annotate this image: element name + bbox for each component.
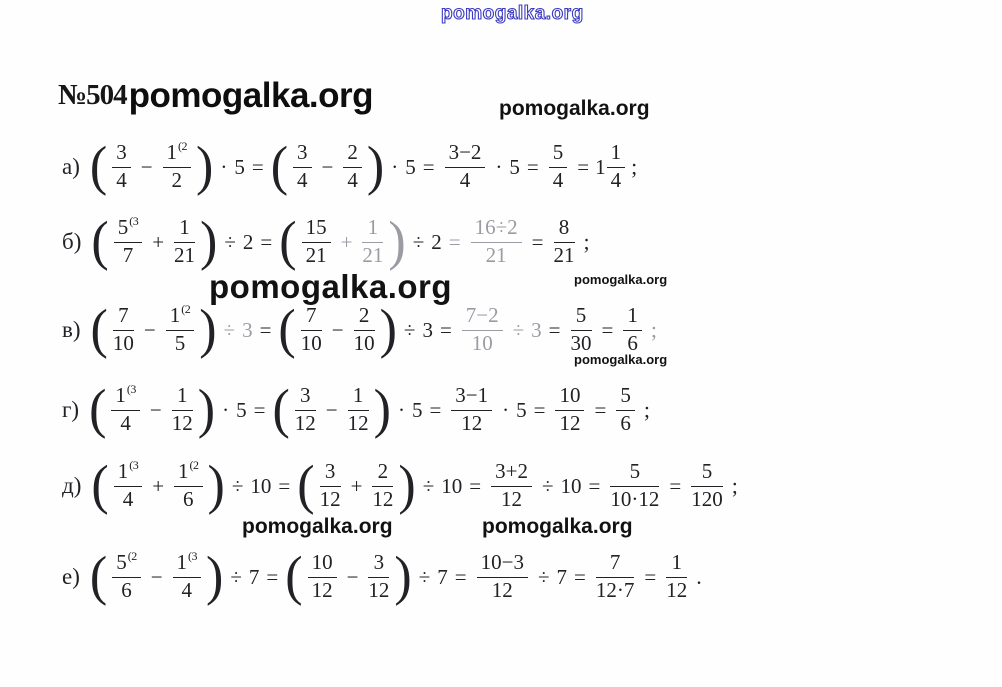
denominator: 2 [171,168,183,192]
watermark-small-right-2: pomogalka.org [574,352,668,367]
denominator: 12 [347,411,369,435]
operator: = [644,564,657,589]
operator: = [594,397,607,422]
fraction [477,551,528,602]
operator: = [251,154,264,179]
paren: ) [394,546,412,607]
whole-part: 1 [595,154,606,179]
paren: ) [379,299,397,360]
denominator: 6 [183,487,194,511]
fraction [362,216,383,267]
denominator: 10 [353,331,375,355]
denominator: 12 [666,578,688,602]
denominator: 10 [112,331,134,355]
paren: ( [270,136,289,197]
operator: · [391,154,399,179]
fraction [343,141,362,192]
fraction [554,216,575,267]
numerator: 5 [549,141,568,168]
denominator: 30 [570,331,592,355]
number: 10 [560,473,582,498]
operator: = [260,229,273,254]
paren: ( [89,136,108,197]
operator: ÷ [541,473,554,498]
numerator: 10 [308,551,337,578]
denominator: 4 [297,168,308,192]
multiplier-superscript: (2 [181,302,191,317]
numerator: 3−1 [451,384,492,411]
number: 2 [242,229,254,254]
multiplier-superscript: (2 [178,139,188,154]
multiplier-superscript: (2 [127,549,137,564]
fraction [302,216,331,267]
punctuation: ; [583,229,590,254]
denominator: 5 [174,331,186,355]
number: 7 [556,564,567,589]
paren: ( [278,299,296,360]
operator: ÷ [224,229,236,254]
fraction [173,551,202,602]
fraction [114,216,143,267]
line-label: а) [62,154,80,179]
denominator: 21 [485,243,507,267]
operator: = [469,473,482,498]
fraction [113,304,134,355]
number: 5 [509,154,520,179]
denominator: 10 [471,331,493,355]
numerator: 7 [301,304,322,331]
operator: = [574,564,586,589]
number: 5 [236,397,247,422]
numerator: 3 [293,141,312,168]
operator: = [439,317,452,342]
line-label: д) [62,473,82,498]
operator: = [266,564,279,589]
paren: ) [199,299,217,360]
denominator: 21 [174,243,196,267]
fraction [368,551,389,602]
number: 7 [248,564,260,589]
operator: = [533,397,546,422]
denominator: 12 [294,411,316,435]
denominator: 4 [122,487,134,511]
fraction [623,304,642,355]
denominator: 4 [610,168,622,192]
denominator: 10 [300,331,322,355]
operator: = [422,154,435,179]
paren: ) [388,211,406,272]
watermark-bottom-right: pomogalka.org [482,515,633,538]
operator: − [143,317,156,342]
paren: ) [197,379,216,440]
number: 3 [422,317,433,342]
numerator: 5 [616,384,635,411]
operator: ÷ [537,564,550,589]
fraction [616,384,635,435]
fraction [172,384,193,435]
operator: ÷ [412,229,425,254]
numerator: 10−3 [477,551,528,578]
paren: ) [196,136,214,197]
fraction [549,141,568,192]
fraction [308,551,337,602]
punctuation: ; [643,397,650,422]
numerator: 7 [596,551,635,578]
paren: ( [285,546,303,607]
number: 10 [441,473,463,498]
numerator: 5 [691,460,723,487]
fraction [293,141,312,192]
fraction [445,141,486,192]
multiplier-superscript: (3 [129,214,139,229]
fraction [174,460,203,511]
denominator: 4 [181,578,193,602]
numerator: 1 [362,216,383,243]
number: 5 [234,154,245,179]
numerator: 1 [174,216,195,243]
operator: · [222,397,230,422]
operator: = [278,473,291,498]
number: 5 [405,154,416,179]
operator: = [601,317,614,342]
operator: − [321,154,334,179]
operator: − [331,317,344,342]
operator: − [150,564,163,589]
number: 7 [437,564,448,589]
operator: ÷ [418,564,431,589]
number: 10 [250,473,272,498]
numerator: 15 [302,216,331,243]
denominator: 12·7 [595,578,635,602]
operator: · [397,397,405,422]
numerator: 3+2 [491,460,532,487]
denominator: 120 [691,487,723,511]
denominator: 12 [171,411,193,435]
operator: + [340,229,353,254]
numerator: 2 [343,141,362,168]
operator: − [325,397,338,422]
watermark-mid-big: pomogalka.org [209,268,453,305]
denominator: 6 [121,578,132,602]
punctuation: ; [731,473,738,498]
operator: ÷ [230,564,242,589]
numerator: 5 [571,304,592,331]
denominator: 7 [122,243,134,267]
numerator: 3 [368,551,389,578]
numerator: 5$^{(2}$ [112,551,141,578]
paren: ( [91,455,109,516]
fraction [174,216,195,267]
fraction [114,460,143,511]
operator: = [448,229,461,254]
paren: ) [366,136,385,197]
denominator: 12 [501,487,523,511]
number: 5 [411,397,423,422]
operator: − [140,154,153,179]
watermark-top: pomogalka.org [441,3,584,24]
denominator: 12 [319,487,341,511]
operator: = [259,317,272,342]
denominator: 21 [305,243,327,267]
numerator: 16÷2 [471,216,522,243]
operator: = [588,473,601,498]
punctuation: ; [631,154,638,179]
fraction [666,551,687,602]
numerator: 1 [607,141,626,168]
denominator: 10·12 [610,487,660,511]
paren: ( [279,211,297,272]
math-line [62,130,637,204]
operator: · [495,154,503,179]
denominator: 6 [620,411,631,435]
operator: + [152,473,165,498]
fraction [354,304,375,355]
operator: = [548,317,561,342]
operator: = [454,564,467,589]
operator: − [149,397,162,422]
number: 5 [516,397,527,422]
operator: · [502,397,510,422]
watermark-small-right-1: pomogalka.org [574,272,668,287]
watermark-header-big: pomogalka.org [128,76,374,115]
denominator: 12 [559,411,581,435]
operator: − [346,564,359,589]
math-line [62,373,650,447]
numerator: 1$^{(3}$ [111,384,140,411]
fraction [320,460,341,511]
numerator: 3 [295,384,316,411]
line-label: е) [62,564,80,589]
paren: ( [90,299,108,360]
denominator: 12 [311,578,333,602]
operator: = [577,154,590,179]
fraction [166,304,195,355]
numerator: 8 [554,216,575,243]
numerator: 1 [666,551,687,578]
fraction [111,384,140,435]
numerator: 1 [172,384,193,411]
paren: ) [373,379,391,440]
denominator: 12 [491,578,513,602]
numerator: 3−2 [445,141,486,168]
denominator: 12 [461,411,483,435]
operator: ÷ [422,473,435,498]
denominator: 6 [627,331,638,355]
fraction [471,216,522,267]
denominator: 21 [362,243,384,267]
line-label: г) [62,397,80,422]
operator: ÷ [403,317,416,342]
paren: ( [297,455,315,516]
punctuation: . [696,564,702,589]
numerator: 10 [555,384,584,411]
paren: ) [200,211,218,272]
line-label: в) [62,317,81,342]
numerator: 5$^{(3}$ [114,216,143,243]
operator: = [531,229,544,254]
watermark-header-right: pomogalka.org [499,97,650,120]
fraction [451,384,492,435]
math-line [62,540,702,614]
problem-number: №504 [58,79,127,111]
fraction [555,384,584,435]
operator: + [350,473,363,498]
numerator: 5 [610,460,659,487]
numerator: 1$^{(2}$ [163,141,192,168]
fraction [607,141,626,192]
numerator: 1$^{(3}$ [114,460,143,487]
denominator: 4 [347,168,358,192]
numerator: 3 [320,460,341,487]
fraction [571,304,592,355]
paren: ( [91,211,109,272]
operator: · [220,154,228,179]
fraction [610,460,659,511]
fraction [112,141,131,192]
numerator: 2 [354,304,375,331]
fraction [112,551,141,602]
fraction [691,460,723,511]
numerator: 2 [372,460,393,487]
fraction [295,384,316,435]
fraction [348,384,369,435]
paren: ( [89,546,108,607]
denominator: 4 [459,168,471,192]
operator: ÷ [512,317,525,342]
page-header [58,76,373,116]
denominator: 4 [552,168,564,192]
operator: ÷ [223,317,236,342]
fraction [491,460,532,511]
number: 3 [531,317,542,342]
paren: ) [398,455,416,516]
fraction [462,304,503,355]
numerator: 1 [348,384,369,411]
fraction [596,551,635,602]
numerator: 1$^{(2}$ [166,304,195,331]
paren: ( [272,379,290,440]
paren: ) [206,546,224,607]
watermark-bottom-left: pomogalka.org [242,515,393,538]
operator: = [669,473,682,498]
denominator: 4 [120,411,131,435]
denominator: 12 [368,578,390,602]
number: 2 [431,229,442,254]
multiplier-superscript: (3 [129,458,139,473]
multiplier-superscript: (3 [126,382,136,397]
multiplier-superscript: (3 [188,549,198,564]
operator: = [429,397,442,422]
line-label: б) [62,229,82,254]
numerator: 1$^{(2}$ [174,460,203,487]
operator: + [152,229,165,254]
denominator: 12 [372,487,394,511]
operator: = [253,397,266,422]
fraction [163,141,192,192]
denominator: 21 [553,243,575,267]
punctuation: ; [650,317,657,342]
number: 3 [242,317,253,342]
operator: ÷ [231,473,244,498]
paren: ( [89,379,107,440]
operator: = [526,154,539,179]
numerator: 7−2 [462,304,503,331]
numerator: 1 [623,304,642,331]
fraction [301,304,322,355]
multiplier-superscript: (2 [189,458,199,473]
numerator: 3 [112,141,131,168]
numerator: 1$^{(3}$ [173,551,202,578]
mixed-number [595,141,626,192]
fraction [372,460,393,511]
paren: ) [207,455,225,516]
numerator: 7 [113,304,134,331]
denominator: 4 [116,168,127,192]
math-line [62,449,738,523]
